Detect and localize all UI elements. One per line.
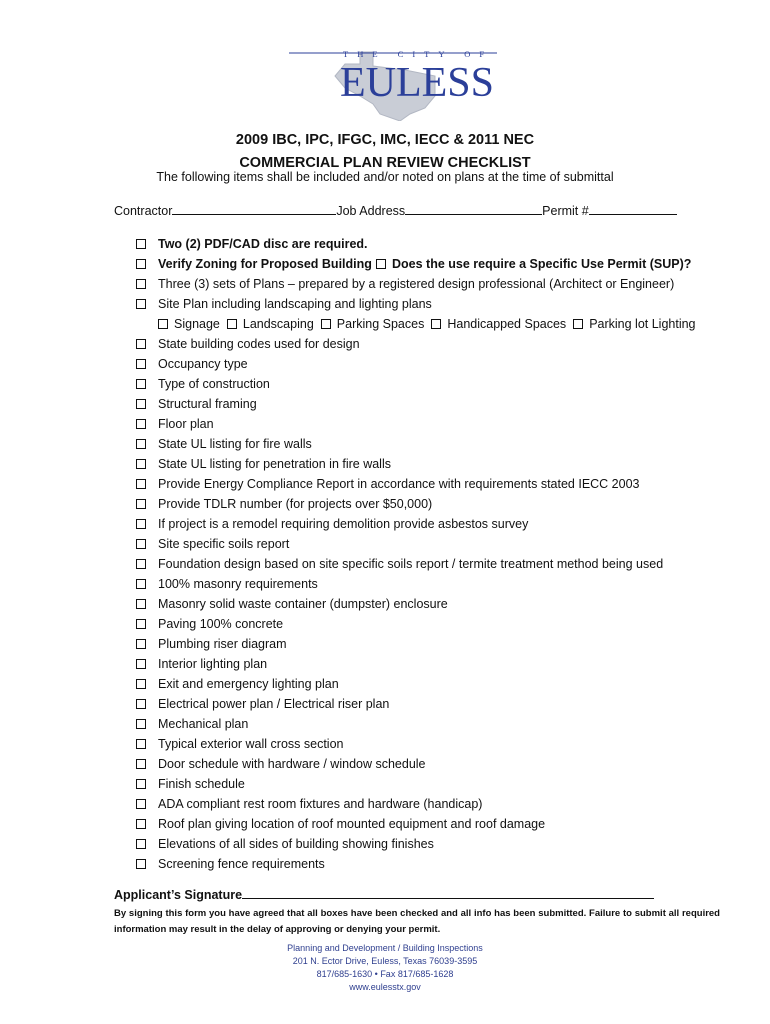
checklist-item [136, 774, 703, 794]
checkbox[interactable] [136, 359, 146, 369]
checklist-item [136, 734, 703, 754]
checklist [136, 234, 703, 874]
checklist-item-label: Screening fence requirements [158, 857, 325, 871]
site-plan-option [431, 314, 566, 334]
footer-address: 201 N. Ector Drive, Euless, Texas 76039-3595 [292, 956, 478, 966]
checkbox[interactable] [136, 259, 146, 269]
checklist-item-label: Type of construction [158, 377, 270, 391]
checklist-item-label: Plumbing riser diagram [158, 637, 287, 651]
checkbox[interactable] [136, 299, 146, 309]
checklist-item-label: Elevations of all sides of building showing finishes [158, 837, 434, 851]
site-plan-option-label: Signage [174, 317, 220, 331]
checkbox[interactable] [136, 759, 146, 769]
checklist-item-label: State building codes used for design [158, 337, 360, 351]
job-address-field[interactable] [405, 202, 542, 215]
sup-check [376, 254, 691, 274]
footer-dept: Planning and Development / Building Inspections [287, 943, 483, 953]
checkbox[interactable] [136, 379, 146, 389]
checklist-item-label: Door schedule with hardware / window schedule [158, 757, 426, 771]
permit-label: Permit # [542, 204, 589, 218]
checklist-item [136, 574, 703, 594]
checklist-item [136, 814, 703, 834]
header-fields [114, 202, 677, 218]
site-plan-option [573, 314, 695, 334]
checklist-item [136, 854, 703, 874]
checkbox[interactable] [136, 719, 146, 729]
checklist-item [136, 334, 703, 354]
checkbox[interactable] [136, 699, 146, 709]
checklist-item-label: Foundation design based on site specific soils report / termite treatment method being used [158, 557, 664, 571]
checklist-item [136, 494, 703, 514]
checklist-item [136, 674, 703, 694]
checklist-item [136, 474, 703, 494]
checklist-item [136, 754, 703, 774]
permit-field[interactable] [589, 202, 677, 215]
checklist-item-label: 100% masonry requirements [158, 577, 318, 591]
checkbox[interactable] [136, 659, 146, 669]
checkbox[interactable] [227, 319, 237, 329]
checklist-item [136, 454, 703, 474]
checkbox[interactable] [136, 579, 146, 589]
checkbox[interactable] [136, 539, 146, 549]
site-plan-option [158, 314, 220, 334]
checkbox[interactable] [136, 479, 146, 489]
checkbox[interactable] [136, 419, 146, 429]
checklist-item [136, 434, 703, 454]
checkbox[interactable] [321, 319, 331, 329]
checklist-item [136, 634, 703, 654]
checklist-item [136, 834, 703, 854]
checklist-item-label: State UL listing for penetration in fire walls [158, 457, 391, 471]
title-codes: 2009 IBC, IPC, IFGC, IMC, IECC & 2011 NEC [235, 132, 535, 148]
checklist-item [136, 374, 703, 394]
contractor-label: Contractor [114, 204, 173, 218]
checkbox[interactable] [376, 259, 386, 269]
logo-small-letters: THE CITY OF [343, 49, 494, 59]
checklist-item [136, 614, 703, 634]
signature-row [114, 886, 654, 902]
checklist-item [136, 534, 703, 554]
checklist-item-label: Provide TDLR number (for projects over $50,000) [158, 497, 433, 511]
checklist-item-label: State UL listing for fire walls [158, 437, 312, 451]
checklist-item [136, 394, 703, 414]
checkbox[interactable] [136, 599, 146, 609]
checkbox[interactable] [431, 319, 441, 329]
checkbox[interactable] [136, 799, 146, 809]
checklist-item [136, 694, 703, 714]
checklist-item [136, 274, 703, 294]
footer-website[interactable]: www.eulesstx.gov [349, 982, 421, 992]
checklist-item [136, 254, 703, 274]
checklist-item-label: ADA compliant rest room fixtures and hardware (handicap) [158, 797, 483, 811]
subtitle: The following items shall be included and/or noted on plans at the time of submittal [156, 170, 614, 184]
checklist-item-label: Interior lighting plan [158, 657, 268, 671]
title-checklist: COMMERCIAL PLAN REVIEW CHECKLIST [239, 155, 531, 171]
checkbox[interactable] [136, 639, 146, 649]
checklist-item [136, 554, 703, 574]
checkbox[interactable] [136, 499, 146, 509]
site-plan-option-label: Parking lot Lighting [589, 317, 696, 331]
checklist-item-label: Exit and emergency lighting plan [158, 677, 339, 691]
contractor-field[interactable] [172, 202, 336, 215]
checkbox[interactable] [136, 619, 146, 629]
checkbox[interactable] [573, 319, 583, 329]
checklist-item-label: If project is a remodel requiring demolition provide asbestos survey [158, 517, 529, 531]
logo-name: EULESS [340, 60, 495, 106]
job-address-label: Job Address [336, 204, 406, 218]
checklist-item [136, 234, 703, 254]
checklist-item-label: Site specific soils report [158, 537, 290, 551]
sup-check-label: Does the use require a Specific Use Permit (SUP)? [392, 257, 692, 271]
site-plan-option-label: Parking Spaces [336, 317, 425, 331]
checklist-item [136, 594, 703, 614]
signature-field[interactable] [242, 886, 654, 899]
checkbox[interactable] [136, 439, 146, 449]
signature-label: Applicant’s Signature [114, 888, 243, 902]
checkbox[interactable] [136, 739, 146, 749]
checkbox[interactable] [136, 279, 146, 289]
checklist-item-label: Structural framing [158, 397, 257, 411]
checkbox[interactable] [136, 839, 146, 849]
checklist-item-label: Floor plan [158, 417, 214, 431]
city-logo [285, 46, 505, 121]
checklist-item-label: Masonry solid waste container (dumpster) enclosure [158, 597, 448, 611]
checklist-item [136, 354, 703, 374]
checklist-item [136, 294, 703, 314]
checklist-item-label: Occupancy type [158, 357, 248, 371]
checkbox[interactable] [136, 559, 146, 569]
site-plan-option-label: Landscaping [242, 317, 314, 331]
site-plan-options [136, 314, 703, 334]
site-plan-option-label: Handicapped Spaces [447, 317, 567, 331]
checkbox[interactable] [136, 459, 146, 469]
checklist-item-label: Mechanical plan [158, 717, 249, 731]
checklist-item [136, 514, 703, 534]
checklist-item [136, 794, 703, 814]
checkbox[interactable] [136, 679, 146, 689]
checklist-item [136, 654, 703, 674]
checklist-item [136, 414, 703, 434]
checklist-item-label: Finish schedule [158, 777, 245, 791]
checklist-item-label: Roof plan giving location of roof mounted equipment and roof damage [158, 817, 546, 831]
checklist-item-label: Three (3) sets of Plans – prepared by a registered design professional (Architect or Engineer) [158, 277, 675, 291]
checklist-item-label: Electrical power plan / Electrical riser plan [158, 697, 390, 711]
site-plan-option [227, 314, 314, 334]
footer-phone: 817/685-1630 • Fax 817/685-1628 [316, 969, 454, 979]
checkbox[interactable] [136, 339, 146, 349]
checkbox[interactable] [136, 859, 146, 869]
checklist-item-label: Verify Zoning for Proposed Building [158, 257, 372, 271]
checklist-item-label: Provide Energy Compliance Report in accordance with requirements stated IECC 2003 [158, 477, 640, 491]
checklist-item [136, 714, 703, 734]
checklist-item-label: Typical exterior wall cross section [158, 737, 344, 751]
site-plan-option [321, 314, 425, 334]
checklist-item-label: Site Plan including landscaping and lighting plans [158, 297, 432, 311]
texas-logo-graphic [285, 46, 505, 121]
checkbox[interactable] [136, 779, 146, 789]
checkbox[interactable] [136, 399, 146, 409]
checkbox[interactable] [158, 319, 168, 329]
checklist-item-label: Paving 100% concrete [158, 617, 284, 631]
footer [0, 942, 770, 994]
checkbox[interactable] [136, 519, 146, 529]
notice-text: By signing this form you have agreed that all boxes have been checked and all info has been submitted. Failure to submit all required information may result in the delay of approving or denying your permit. [114, 908, 720, 935]
checkbox[interactable] [136, 239, 146, 249]
checkbox[interactable] [136, 819, 146, 829]
checklist-item-label: Two (2) PDF/CAD disc are required. [158, 237, 368, 251]
